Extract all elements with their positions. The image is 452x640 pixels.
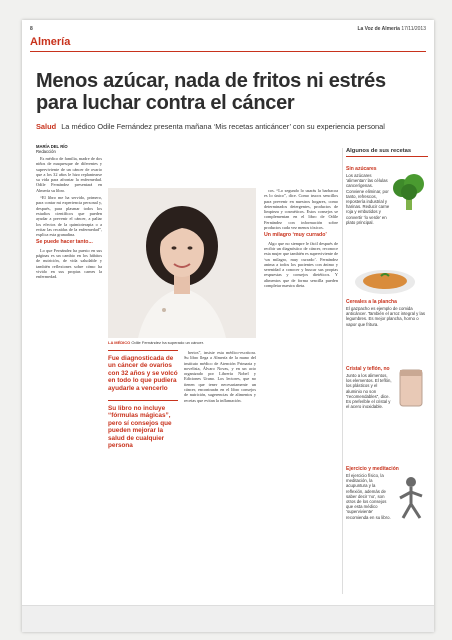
body-paragraph: bertos”, insiste esta médico-escritora. Su libro llega a Almería de la mano del instituto médico de Atención Primaria y novelista, Álvaro Novas, y en un acto organizado por Librería Nobel y Ediciones Urano. Los lectores, que no tienen que tener necesariamente un cáncer, encontrarán en el libro consejos de nutrición, sugerencias de alimentos y recetas que evitan la inflamación. [184,350,256,403]
paper-name: La Voz de Almería [357,26,400,32]
exercise-icon [394,474,428,522]
subheading-1: Se puede hacer tanto... [36,239,93,246]
subheading-2: Un milagro ‘muy currado’ [264,232,327,239]
masthead-info [357,26,426,32]
sidebar-box-cookware [346,366,428,409]
column-1 [36,156,102,282]
sidebar-box-title: Ejercicio y meditación [346,466,399,472]
section-rule [30,51,426,52]
subhead-text: La médico Odile Fernández presenta mañana ‘Mis recetas anticáncer’ con su experiencia personal [61,122,385,131]
pull-quote-2: Su libro no incluye “fórmulas mágicas”, pero sí consejos que pueden mejorar la salud de cualquier persona [108,405,172,450]
sidebar-box-title: Cristal y teflón, no [346,366,390,372]
issue-date: 17/11/2013 [401,26,426,32]
column-4 [264,188,338,290]
portrait-photo [108,188,256,338]
pull-rule [108,400,178,401]
page-number: 8 [30,26,33,32]
sidebar-box-body: El ejercicio físico, la meditación, la acupuntura y la reflexión, además de saber decir ‘no’, son otros de los consejos que esta médico ‘superviviente’ recomienda en su libro. [346,473,391,520]
pull-quote-1: Fue diagnosticada de un cáncer de ovarios con 32 años y se volcó en todo lo que pudiera ayudarle a vencerlo [108,355,178,392]
column-divider [342,148,343,594]
recipes-sidebar [346,148,428,594]
subhead [36,122,426,131]
headline: Menos azúcar, nada de fritos ni estrés para luchar contra el cáncer [36,70,386,114]
body-paragraph: Lo que Fernández ha puesto en sus páginas es un cambio en los hábitos de nutrición, de vida saludable y también reflexiones sobre cómo ha vivido en sus propias carnes la enfermedad. [36,247,102,280]
dish-icon [354,266,416,296]
column-3 [184,350,256,405]
broccoli-icon [390,172,428,212]
body-paragraph: Algo que no siempre le fácil después de recibir un diagnóstico de cáncer, reconoce esta mujer que también es superviviente de ‘un milagro, muy currado’. Fernández anima a todos los pacientes con ánimo y serenidad a conocer y buscar sus propias respuestas y consejos dietéticos. Y alimentos que de forma sencilla pueden completar nuestra dieta. [264,240,338,289]
body-paragraph: cos. “Lo segundo lo usarás la barbacoa es lo único”, dice. Como trucos sencillos para prevenir en nuestros hogares, como determinados detergentes, productos de limpieza y cosméticos. Estos consejos se complementan en el libro de Odile Fernández con información sobre productos cada vez menos tóxicos. [264,188,338,231]
section-title: Almería [30,36,71,48]
pull-quotes [108,350,178,453]
sidebar-box-body: Los azúcares ‘alimentan’ las células cancerígenas. Conviene eliminar, por tanto, refrescos, repostería industrial y harinas. Reducir carne roja y embutidos y convertir ‘lo verde’ en plato principal. [346,173,390,225]
sidebar-box-body: Junto a los alimentos, los elementos. El teflón, los plásticos y el aluminio no son “recomendables”, dice. Es preferible el cristal y el acero inoxidable. [346,373,392,410]
glass-jar-icon [394,366,428,410]
sidebar-box-body: El gazpacho es ejemplo de comida anticáncer. También el arroz integral y las legumbres. Es mejor plancha, horno o vapor que fritura. [346,306,425,327]
byline-role: Redacción [36,149,56,154]
photo-caption [108,340,256,345]
caption-text: Odile Fernández ha superado un cáncer. [131,340,204,345]
sidebar-title: Algunos de sus recetas [346,148,428,157]
sidebar-box-title: Cereales a la plancha [346,299,397,305]
page-header [30,26,426,34]
body-paragraph: “El libro me ha servido, primero, para contar mi experiencia personal y, después, para plasmar todos los estudios científicos que pueden ayudar a prevenir el cáncer, a paliar los efectos de la quimioterapia o a evitar las recaídas de la enfermedad”, explica esta granadina. [36,195,102,238]
sidebar-box-exercise [346,466,428,520]
subhead-kicker: Salud [36,122,57,131]
newspaper-page [22,20,434,632]
sidebar-box-sugar [346,166,428,225]
body-paragraph: Es médico de familia, madre de dos niños de maquesque de diferentes y superviviente de un cáncer de ovario que a los 32 años le hizo replantearse su vida para afrontar la enfermedad. Odile Fernández presentará en Almería su libro. [36,156,102,193]
caption-lead: LA MÉDICO [108,340,131,345]
byline-author: MARÍA DEL RÍO [36,144,68,149]
byline [36,144,68,154]
pull-rule [108,350,178,351]
sidebar-box-title: Sin azúcares [346,166,377,172]
portrait-illustration [108,188,256,338]
sidebar-box-grill [346,266,428,327]
footer-strip [22,605,434,632]
